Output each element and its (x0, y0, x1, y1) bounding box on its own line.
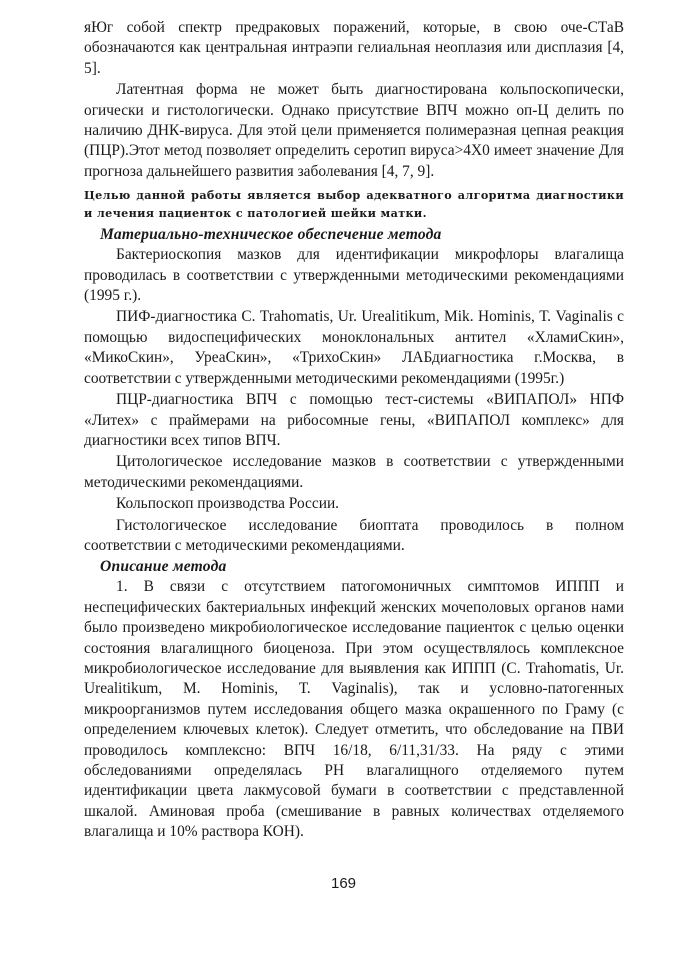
paragraph-pcr-diagnostics: ПЦР-диагностика ВПЧ с помощью тест-системы «ВИПАПОЛ» НПФ «Литех» с праймерами на рибосомные гены, «ВИПАПОЛ комплекс» для диагностики всех типов ВПЧ. (84, 391, 624, 449)
paragraph-cytology: Цитологическое исследование мазков в соответствии с утвержденными методическими рекомендациями. (84, 453, 624, 491)
heading-method: Описание метода (100, 558, 227, 576)
paragraph-bacterioscopy: Бактериоскопия мазков для идентификации микрофлоры влагалища проводилась в соответствии с утвержденными методическими рекомендациями (1995 г.). (84, 246, 624, 305)
paragraph-histology: Гистологическое исследование биоптата проводилось в полном соответствии с методическими рекомендациями. (84, 516, 624, 554)
page-number: 169 (330, 875, 357, 892)
page-body (84, 18, 624, 843)
aim-statement: Целью данной работы является выбор адекватного алгоритма диагностики и лечения пациенток с патологией шейки матки. (84, 188, 624, 221)
paragraph-continuation: яЮг собой спектр предраковых поражений, которые, в свою оче-СТаВ обозначаются как центральная интраэпи гелиальная неоплазия или дисплазия [4, 5]. (84, 19, 624, 77)
paragraph-pif-diagnostics: ПИФ-диагностика С. Trahomatis, Ur. Urealitikum, Mik. Hominis, Т. Vaginalis с помощью видоспецифических моноклональных антител «ХламиСкин», «МикоСкин», УреаСкин», «ТрихоСкин» ЛАБдиагностика г.Москва, в соответствии с утвержденными методическими рекомендациями (1995г.) (84, 308, 624, 387)
paragraph-method-1: 1. В связи с отсутствием патогомоничных симптомов ИППП и неспецифических бактериальных инфекций женских мочеполовых органов нами было произведено микробиологическое исследование пациенток с целью оценки состояния влагалищного биоценоза. При этом осуществлялось комплексное микробиологическое исследование для выявления как ИППП (С. Trahomatis, Ur. Urealitikum, М. Hominis, Т. Vaginalis), так и условно-патогенных микроорганизмов путем исследования общего мазка окрашенного по Граму (с определением ключевых клеток). Следует отметить, что обследование на ПВИ проводилось комплексно: ВПЧ 16/18, 6/11,31/33. На ряду с этими обследованиями определялась РН влагалищного отделяемого путем идентификации цвета лакмусовой бумаги в соответствии с представленной шкалой. Аминовая проба (смешивание в равных количествах отделяемого влагалища и 10% раствора КОН). (84, 578, 624, 841)
heading-materials: Материально-техническое обеспечение метода (100, 226, 442, 244)
paragraph-colposcope: Кольпоскоп производства России. (116, 495, 340, 513)
paragraph-latent-form: Латентная форма не может быть диагностирована кольпоскопически, огически и гистологически. Однако присутствие ВПЧ можно оп-Ц делить по наличию ДНК-вируса. Для этой цели применяется полимеразная цепная реакция (ПЦР).Этот метод позволяет определить серотип вируса>4Х0 имеет значение Для прогноза дальнейшего развития заболевания [4, 7, 9]. (84, 81, 624, 180)
